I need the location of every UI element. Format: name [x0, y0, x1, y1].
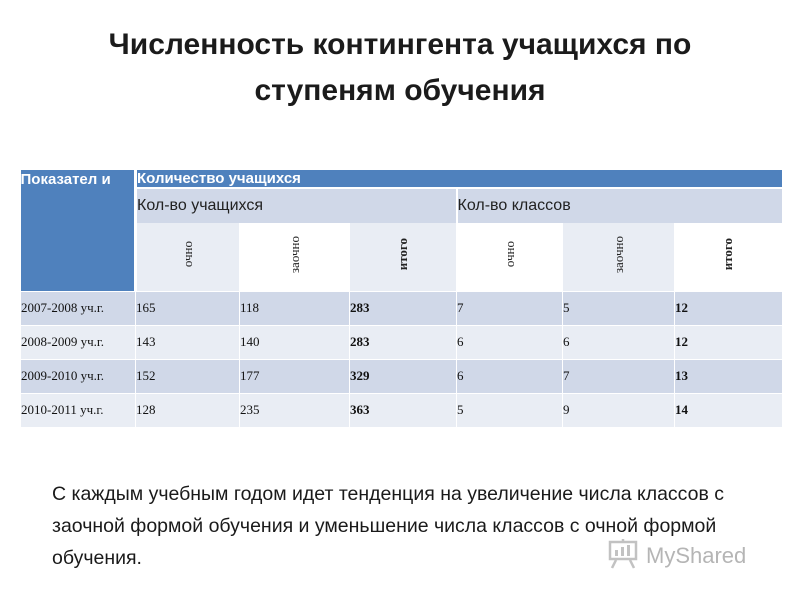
column-header [136, 223, 240, 291]
row-year-label: 2009-2010 уч.г. [21, 359, 136, 393]
table-cell-total: 329 [350, 359, 457, 393]
table-cell-total: 363 [350, 393, 457, 427]
column-header-label: итого [395, 238, 410, 271]
column-header-label: заочно [286, 235, 302, 273]
header-row-3 [21, 223, 782, 291]
table-row [21, 291, 782, 325]
table-cell: 6 [563, 325, 675, 359]
table-cell: 177 [240, 359, 350, 393]
row-year-label: 2010-2011 уч.г. [21, 393, 136, 427]
column-header-label: заочно [610, 235, 626, 273]
column-header [675, 223, 782, 291]
watermark [606, 538, 776, 574]
column-header-label: очно [180, 241, 195, 268]
table-cell: 140 [240, 325, 350, 359]
table-cell: 5 [457, 393, 563, 427]
table-cell: 143 [136, 325, 240, 359]
table-cell-total: 12 [675, 291, 782, 325]
table-cell: 152 [136, 359, 240, 393]
watermark-text: MyShared [646, 543, 747, 568]
column-header [350, 223, 457, 291]
table-cell-total: 283 [350, 325, 457, 359]
row-year-label: 2008-2009 уч.г. [21, 325, 136, 359]
column-header [457, 223, 563, 291]
column-header-label: очно [501, 241, 517, 268]
table-cell-total: 14 [675, 393, 782, 427]
table-cell: 235 [240, 393, 350, 427]
table-cell: 165 [136, 291, 240, 325]
table-cell: 118 [240, 291, 350, 325]
table-cell-total: 13 [675, 359, 782, 393]
table-cell: 6 [457, 325, 563, 359]
table-cell: 6 [457, 359, 563, 393]
column-header [563, 223, 675, 291]
presentation-board-icon [606, 537, 640, 576]
page-title: Численность контингента учащихся по ступеням обучения [108, 28, 692, 107]
column-header-label: итого [720, 238, 736, 271]
table-cell: 7 [457, 291, 563, 325]
column-header [240, 223, 350, 291]
table-row [21, 325, 782, 359]
table-cell: 7 [563, 359, 675, 393]
row-year-label: 2007-2008 уч.г. [21, 291, 136, 325]
table-cell: 5 [563, 291, 675, 325]
table-cell-total: 12 [675, 325, 782, 359]
corner-header: Показател и [21, 170, 136, 291]
group-header: Количество учащихся [136, 170, 782, 188]
table-cell: 9 [563, 393, 675, 427]
table-cell-total: 283 [350, 291, 457, 325]
header-row-2 [21, 188, 782, 223]
subgroup-header-classes: Кол-во классов [457, 188, 782, 223]
table-row [21, 359, 782, 393]
summary-text: С каждым учебным годом идет тенденция на увеличение числа классов с заочной формой обучения и уменьшение числа классов с очной формой обучения. [52, 483, 725, 569]
header-row-1 [21, 170, 782, 188]
students-table [20, 170, 782, 427]
table-cell: 128 [136, 393, 240, 427]
subgroup-header-students: Кол-во учащихся [136, 188, 457, 223]
table-row [21, 393, 782, 427]
